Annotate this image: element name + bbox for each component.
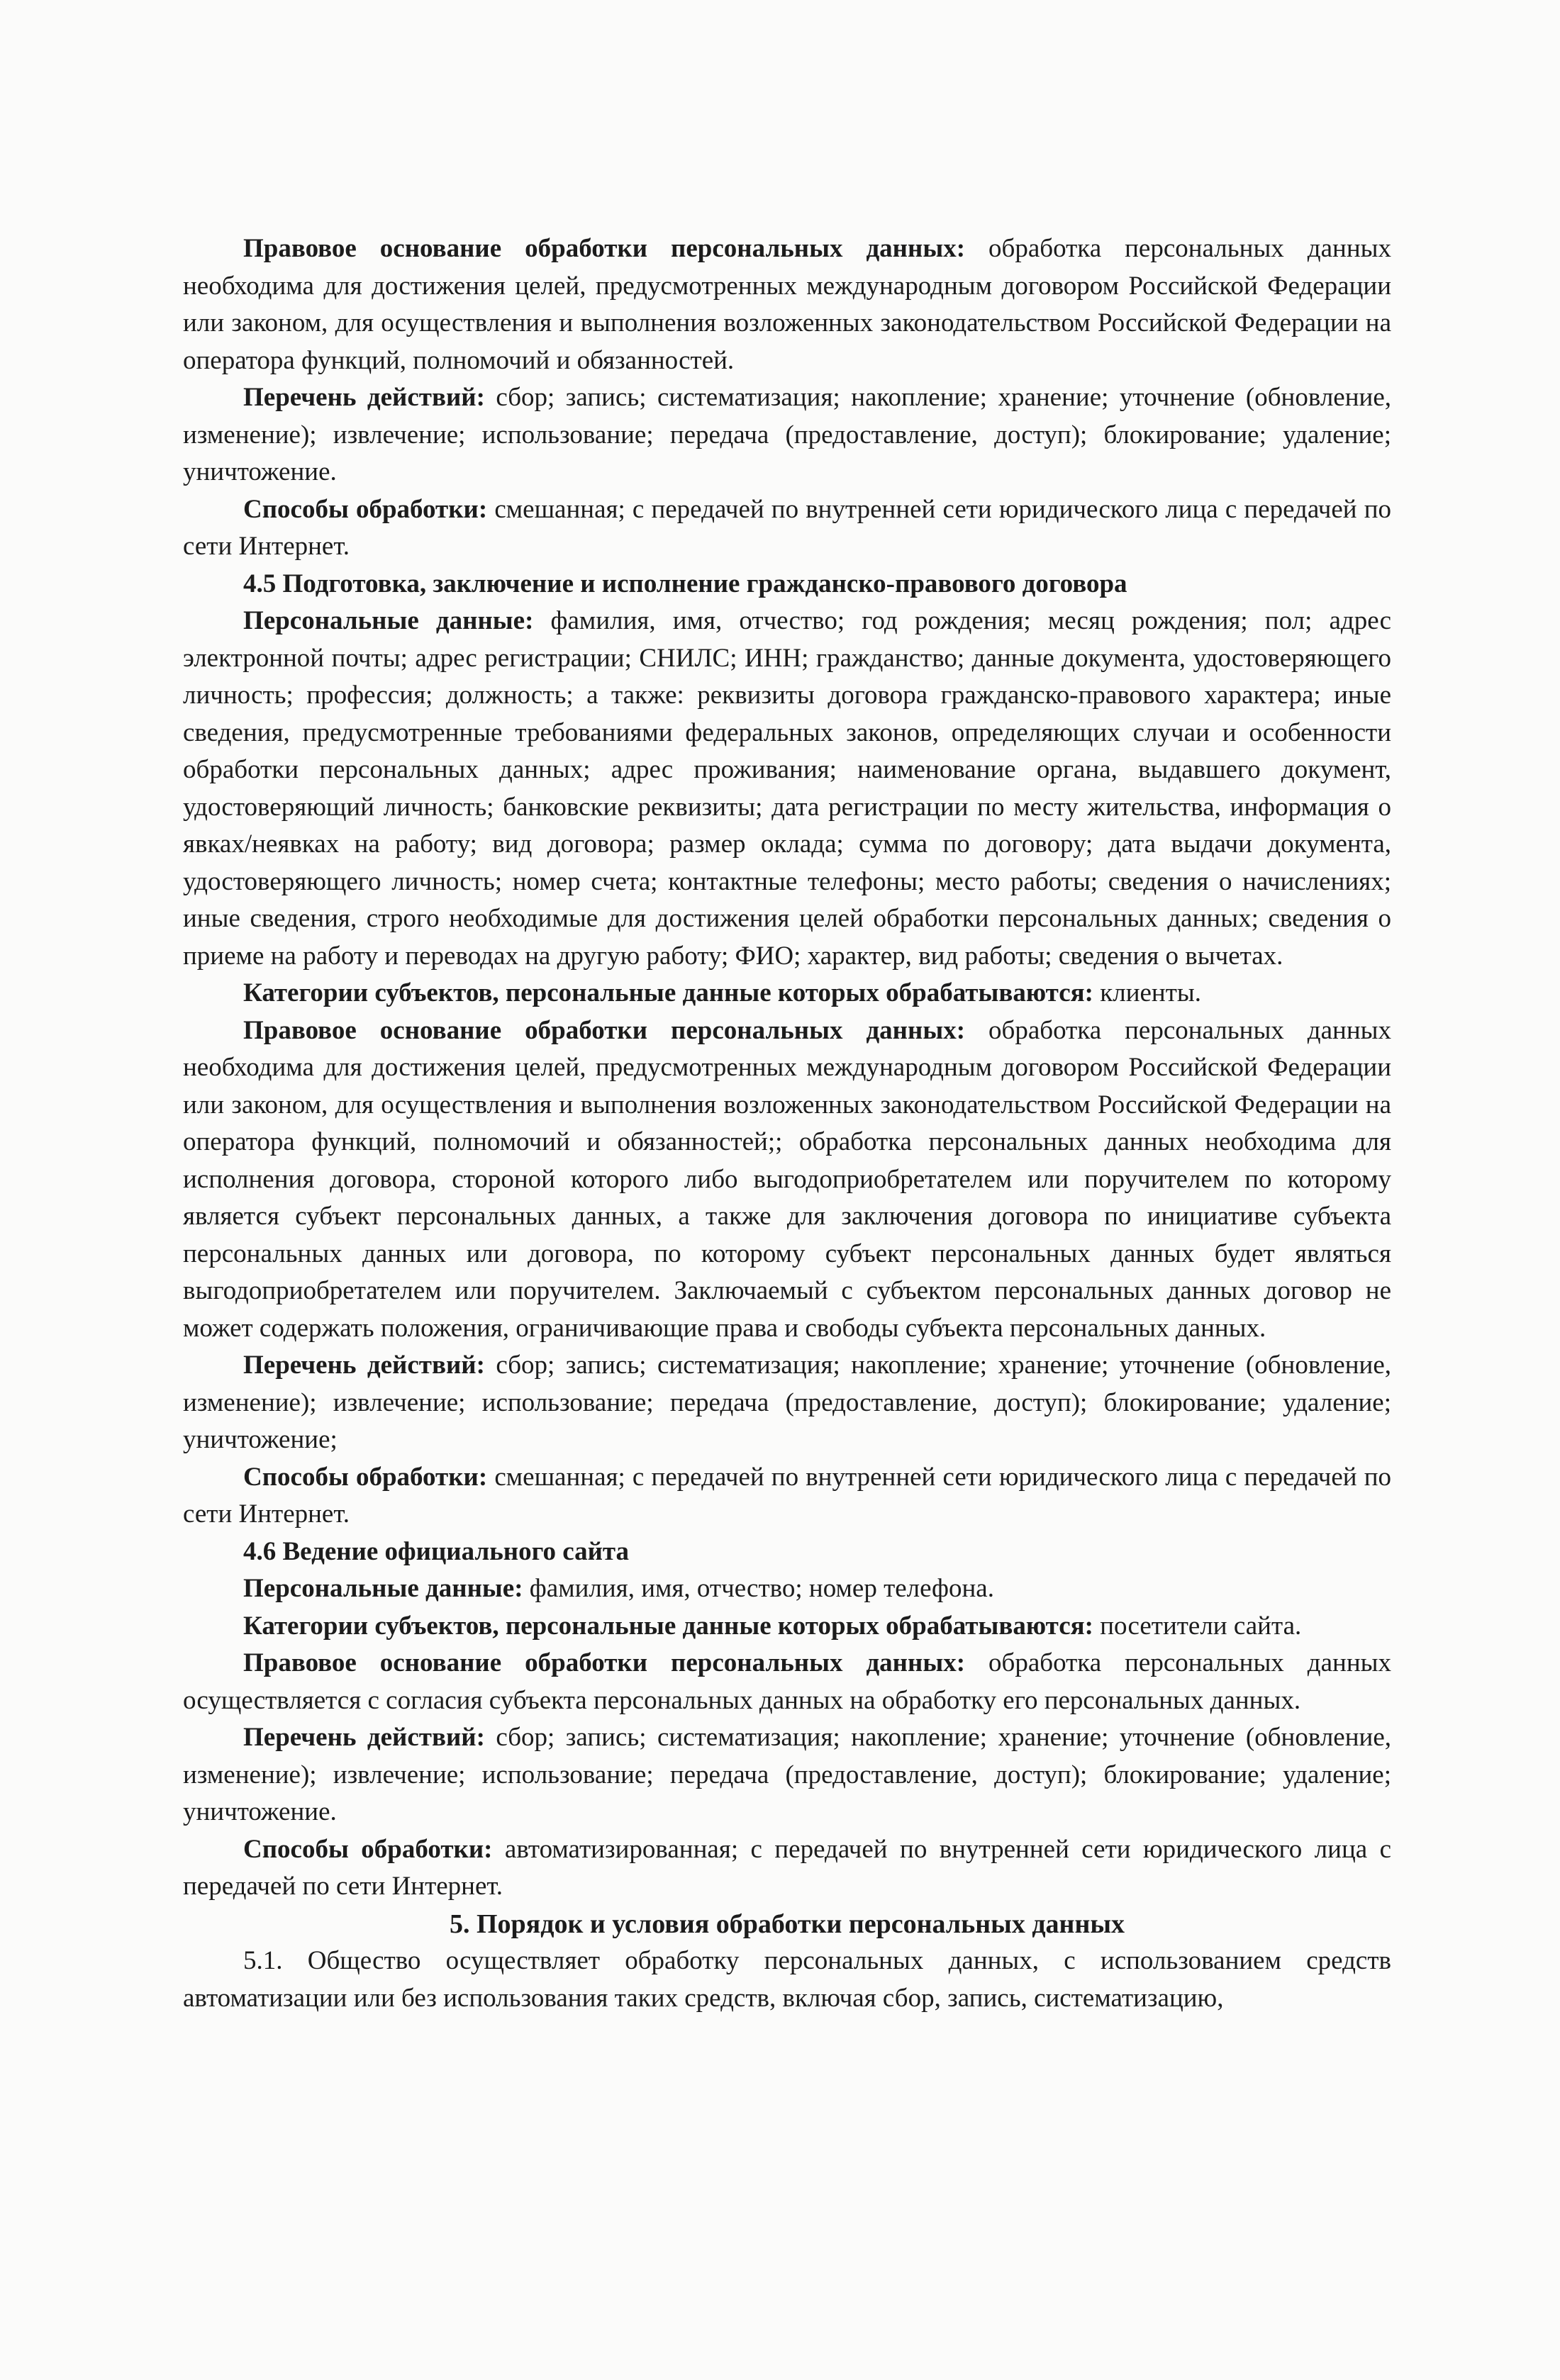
text-personal-data: фамилия, имя, отчество; номер телефона. — [529, 1574, 994, 1603]
label-legal-basis: Правовое основание обработки персональных данных: — [243, 1015, 966, 1045]
paragraph-legal-basis — [183, 230, 1391, 379]
text-legal-basis: обработка персональных данных необходима для достижения целей, предусмотренных международным договором Российской Федерации или законом, для осуществления и выполнения возложенных законодательством Российской Федерации на оператора функций, полномочий и обязанностей;; обработка персональных данных необходима для исполнения договора, стороной которого либо выгодоприобретателем или поручителем по которому является субъект персональных данных, а также для заключения договора по инициативе субъекта персональных данных или договора, по которому субъект персональных данных будет являться выгодоприобретателем или поручителем. Заключаемый с субъектом персональных данных договор не может содержать положения, ограничивающие права и свободы субъекта персональных данных. — [183, 1015, 1392, 1343]
paragraph-methods — [183, 491, 1391, 566]
paragraph-actions-4-6 — [183, 1719, 1391, 1831]
paragraph-methods-4-5 — [183, 1459, 1391, 1533]
text-categories: посетители сайта. — [1100, 1611, 1302, 1641]
text-categories: клиенты. — [1100, 978, 1201, 1007]
text-methods: автоматизированная; с передачей по внутренней сети юридического лица с передачей по сети Интернет. — [183, 1834, 1391, 1901]
document-body — [183, 230, 1391, 2017]
label-actions: Перечень действий: — [243, 1351, 485, 1380]
text-actions: сбор; запись; систематизация; накопление; хранение; уточнение (обновление, изменение); извлечение; использование; передача (предоставление, доступ); блокирование; удаление; уничтожение. — [183, 1723, 1391, 1826]
label-categories: Категории субъектов, персональные данные которых обрабатываются: — [243, 978, 1093, 1007]
text-actions: сбор; запись; систематизация; накопление; хранение; уточнение (обновление, изменение); извлечение; использование; передача (предоставление, доступ); блокирование; удаление; уничтожение; — [183, 1351, 1391, 1454]
label-methods: Способы обработки: — [243, 1462, 488, 1492]
paragraph-categories-4-5 — [183, 975, 1391, 1012]
text-methods: смешанная; с передачей по внутренней сети юридического лица с передачей по сети Интернет. — [183, 1462, 1392, 1529]
text-actions: сбор; запись; систематизация; накопление; хранение; уточнение (обновление, изменение); извлечение; использование; передача (предоставление, доступ); блокирование; удаление; уничтожение. — [183, 383, 1391, 486]
text-legal-basis: обработка персональных данных осуществляется с согласия субъекта персональных данных на обработку его персональных данных. — [183, 1648, 1392, 1715]
paragraph-personal-data-4-6 — [183, 1570, 1391, 1608]
text-methods: смешанная; с передачей по внутренней сети юридического лица с передачей по сети Интернет. — [183, 494, 1392, 561]
paragraph-legal-basis-4-6 — [183, 1645, 1391, 1719]
paragraph-actions-4-5 — [183, 1347, 1391, 1459]
label-methods: Способы обработки: — [243, 1834, 493, 1864]
paragraph-5-1: 5.1. Общество осуществляет обработку персональных данных, с использованием средств автоматизации или без использования таких средств, включая сбор, запись, систематизацию, — [183, 1946, 1391, 2013]
section-title-4-6: 4.6 Ведение официального сайта — [243, 1536, 630, 1566]
text-personal-data: фамилия, имя, отчество; год рождения; месяц рождения; пол; адрес электронной почты; адрес регистрации; СНИЛС; ИНН; гражданство; данные документа, удостоверяющего личность; профессия; должность; а также: реквизиты договора гражданско-правового характера; иные сведения, предусмотренные требованиями федеральных законов, определяющих случаи и особенности обработки персональных данных; адрес проживания; наименование органа, выдавшего документ, удостоверяющий личность; банковские реквизиты; дата регистрации по месту жительства, информация о явках/неявках на работу; вид договора; размер оклада; сумма по договору; дата выдачи документа, удостоверяющего личность; номер счета; контактные телефоны; место работы; сведения о начислениях; иные сведения, строго необходимые для достижения целей обработки персональных данных; сведения о приеме на работу и переводах на другую работу; ФИО; характер, вид работы; сведения о вычетах. — [183, 606, 1391, 971]
label-actions: Перечень действий: — [243, 1723, 485, 1752]
paragraph-methods-4-6 — [183, 1831, 1391, 1906]
label-categories: Категории субъектов, персональные данные которых обрабатываются: — [243, 1611, 1093, 1641]
paragraph-categories-4-6 — [183, 1608, 1391, 1646]
label-personal-data: Персональные данные: — [243, 606, 534, 635]
label-legal-basis: Правовое основание обработки персональных данных: — [243, 234, 966, 263]
label-methods: Способы обработки: — [243, 494, 488, 524]
section-title-5: 5. Порядок и условия обработки персональных данных — [449, 1909, 1125, 1939]
label-legal-basis: Правовое основание обработки персональных данных: — [243, 1648, 966, 1677]
section-title-4-5: 4.5 Подготовка, заключение и исполнение гражданско-правового договора — [243, 569, 1127, 598]
text-legal-basis: обработка персональных данных необходима для достижения целей, предусмотренных международным договором Российской Федерации или законом, для осуществления и выполнения возложенных законодательством Российской Федерации на оператора функций, полномочий и обязанностей. — [183, 234, 1392, 375]
paragraph-actions — [183, 379, 1391, 491]
label-actions: Перечень действий: — [243, 383, 485, 412]
paragraph-legal-basis-4-5 — [183, 1012, 1391, 1348]
label-personal-data: Персональные данные: — [243, 1574, 523, 1603]
paragraph-personal-data-4-5 — [183, 603, 1391, 975]
